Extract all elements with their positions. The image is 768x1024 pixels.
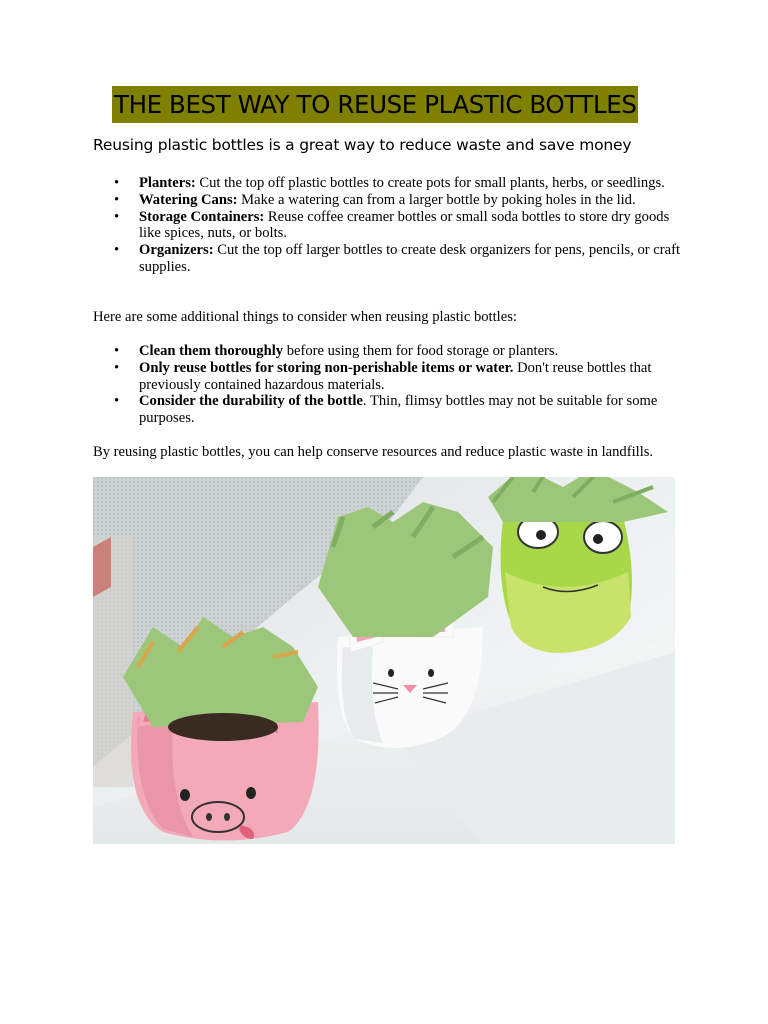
list-item-text: Cut the top off plastic bottles to create pots for small plants, herbs, or seedlings. xyxy=(195,175,665,191)
list-item-text: Reuse coffee creamer bottles or small soda bottles to store dry goods like spices, nuts, or bolts. xyxy=(139,208,670,242)
tips-list xyxy=(93,175,683,276)
list-item-term: Watering Cans: xyxy=(139,191,238,208)
list-item-text: Don't reuse bottles that previously contained hazardous materials. xyxy=(139,359,652,393)
list-item xyxy=(93,242,683,276)
list-item-term: Consider the durability of the bottle xyxy=(139,393,363,410)
window-frame-red xyxy=(93,537,111,597)
subtitle: Reusing plastic bottles is a great way to reduce waste and save money xyxy=(93,136,632,154)
list-item-term: Organizers: xyxy=(139,242,214,259)
list-item xyxy=(93,192,683,209)
considerations-intro: Here are some additional things to consider when reusing plastic bottles: xyxy=(93,309,517,325)
list-item-text: . Thin, flimsy bottles may not be suitable for some purposes. xyxy=(139,393,658,427)
list-item xyxy=(93,360,683,394)
pig-planter xyxy=(123,617,319,841)
list-item xyxy=(93,209,683,243)
list-item-term: Only reuse bottles for storing non-perishable items or water. xyxy=(139,359,514,376)
page-title: THE BEST WAY TO REUSE PLASTIC BOTTLES xyxy=(112,86,638,123)
list-item-text: before using them for food storage or planters. xyxy=(283,343,559,359)
considerations-list xyxy=(93,343,683,427)
list-item xyxy=(93,343,683,360)
closing-paragraph: By reusing plastic bottles, you can help conserve resources and reduce plastic waste in landfills. xyxy=(93,444,654,460)
list-item xyxy=(93,175,683,192)
list-item-term: Storage Containers: xyxy=(139,208,265,225)
list-item-term: Planters: xyxy=(139,175,196,191)
list-item xyxy=(93,393,683,427)
list-item-text: Cut the top off larger bottles to create desk organizers for pens, pencils, or craft supplies. xyxy=(139,242,681,275)
list-item-term: Clean them thoroughly xyxy=(139,343,284,359)
bottle-planters-photo xyxy=(93,477,675,844)
list-item-text: Make a watering can from a larger bottle by poking holes in the lid. xyxy=(237,191,636,208)
